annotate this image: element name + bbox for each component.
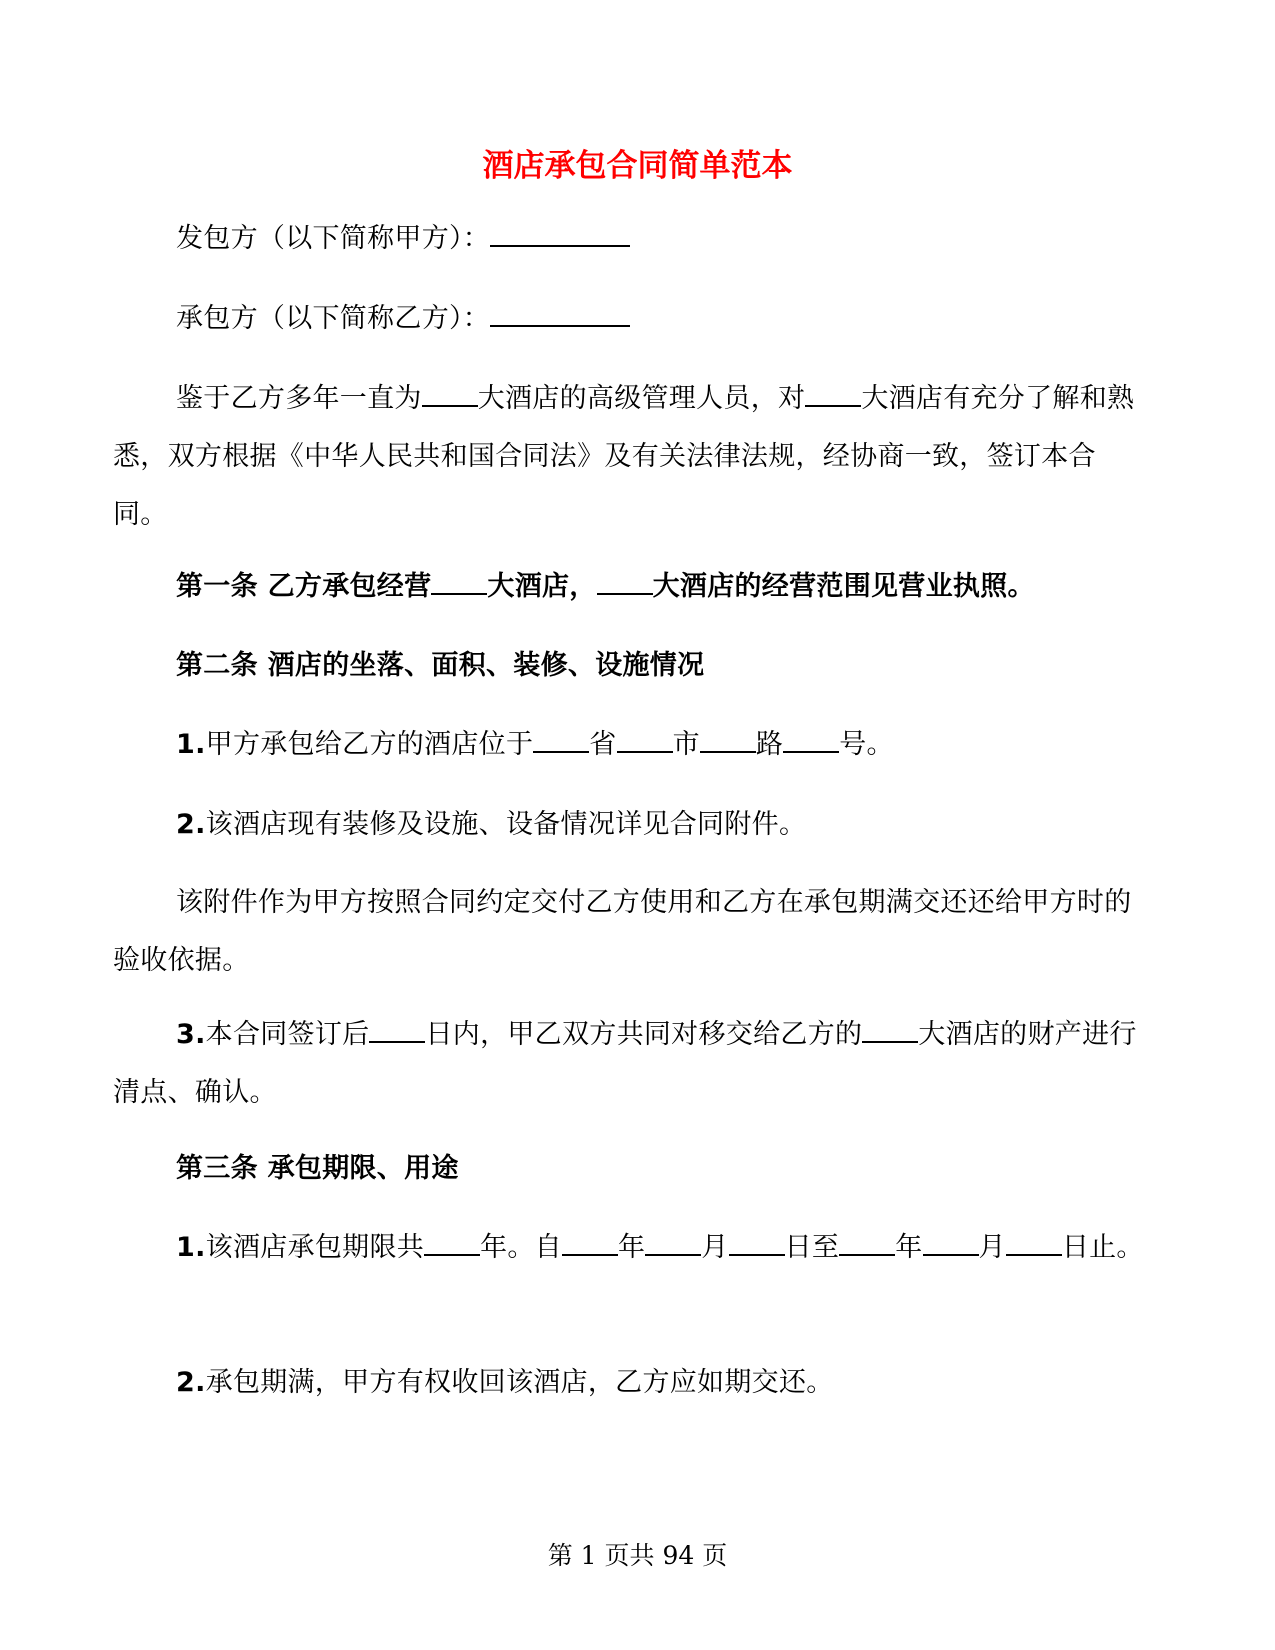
blank — [533, 729, 589, 753]
blank — [923, 1232, 979, 1256]
blank — [700, 729, 756, 753]
item-text: 该酒店现有装修及设施、设备情况详见合同附件。 — [205, 809, 807, 840]
item-text: 承包期满，甲方有权收回该酒店，乙方应如期交还。 — [205, 1367, 834, 1398]
blank — [805, 383, 861, 407]
article-2-item-1 — [113, 716, 1145, 774]
item-text: 日至 — [784, 1232, 840, 1263]
blank — [1006, 1232, 1062, 1256]
item-text: 号。 — [839, 729, 894, 760]
item-number: 1. — [176, 729, 206, 760]
item-number: 3. — [176, 1019, 206, 1050]
page-title: 酒店承包合同简单范本 — [482, 148, 793, 184]
blank — [862, 1019, 918, 1043]
item-text: 路 — [755, 729, 784, 760]
preamble-text-1: 鉴于乙方多年一直为 — [176, 383, 422, 414]
page-footer: 第 1 页共 94 页 — [547, 1541, 728, 1570]
article-3-heading: 第三条 承包期限、用途 — [176, 1153, 459, 1184]
party-b-line — [113, 290, 1145, 348]
party-b-label: 承包方（以下简称乙方）： — [176, 303, 491, 334]
party-a-label: 发包方（以下简称甲方）： — [176, 223, 491, 254]
blank — [617, 729, 673, 753]
preamble-text-2: 大酒店的高级管理人员，对 — [477, 383, 806, 414]
article-2-item-2 — [113, 796, 1145, 854]
item-text: 日内，甲乙双方共同对移交给乙方的 — [425, 1019, 863, 1050]
item-number: 1. — [176, 1232, 206, 1263]
preamble-paragraph — [113, 370, 1145, 544]
item-text: 年 — [895, 1232, 923, 1263]
blank — [645, 1232, 701, 1256]
item-text: 甲方承包给乙方的酒店位于 — [205, 729, 534, 760]
blank — [562, 1232, 618, 1256]
article-3-item-2 — [113, 1354, 1145, 1412]
article-3-item-1 — [113, 1219, 1145, 1277]
blank — [729, 1232, 785, 1256]
blank — [424, 1232, 480, 1256]
article-1 — [113, 558, 1145, 616]
item-text: 日止。 — [1061, 1232, 1144, 1263]
preamble-text-3: 大酒店有充分了解和熟悉，双方根据《中华人民共和国合同法》及有关法律法规，经协商一致，签订本合同。 — [113, 383, 1135, 530]
blank — [431, 571, 487, 595]
party-b-blank — [490, 303, 630, 327]
blank — [783, 729, 839, 753]
article-2-item-3 — [113, 1006, 1145, 1122]
blank — [839, 1232, 895, 1256]
article-1-text-1: 第一条 乙方承包经营 — [176, 571, 432, 602]
article-2-heading: 第二条 酒店的坐落、面积、装修、设施情况 — [176, 650, 705, 681]
item-text: 省 — [589, 729, 617, 760]
item-text: 月 — [701, 1232, 729, 1263]
item-text: 月 — [978, 1232, 1006, 1263]
item-number: 2. — [176, 809, 206, 840]
item-text: 该酒店承包期限共 — [205, 1232, 425, 1263]
item-number: 2. — [176, 1367, 206, 1398]
item-text: 年 — [617, 1232, 646, 1263]
item-text: 年。自 — [480, 1232, 562, 1263]
party-a-line — [113, 210, 1145, 268]
article-1-text-2: 大酒店， — [487, 571, 597, 602]
article-2-note: 该附件作为甲方按照合同约定交付乙方使用和乙方在承包期满交还还给甲方时的验收依据。 — [113, 887, 1132, 976]
blank — [369, 1019, 425, 1043]
article-1-text-3: 大酒店的经营范围见营业执照。 — [652, 571, 1035, 602]
party-a-blank — [490, 223, 630, 247]
blank — [597, 571, 653, 595]
item-text: 本合同签订后 — [205, 1019, 370, 1050]
item-text: 市 — [672, 729, 700, 760]
blank — [422, 383, 478, 407]
item-text: 大酒店的财产进行清点、确认。 — [113, 1019, 1137, 1108]
